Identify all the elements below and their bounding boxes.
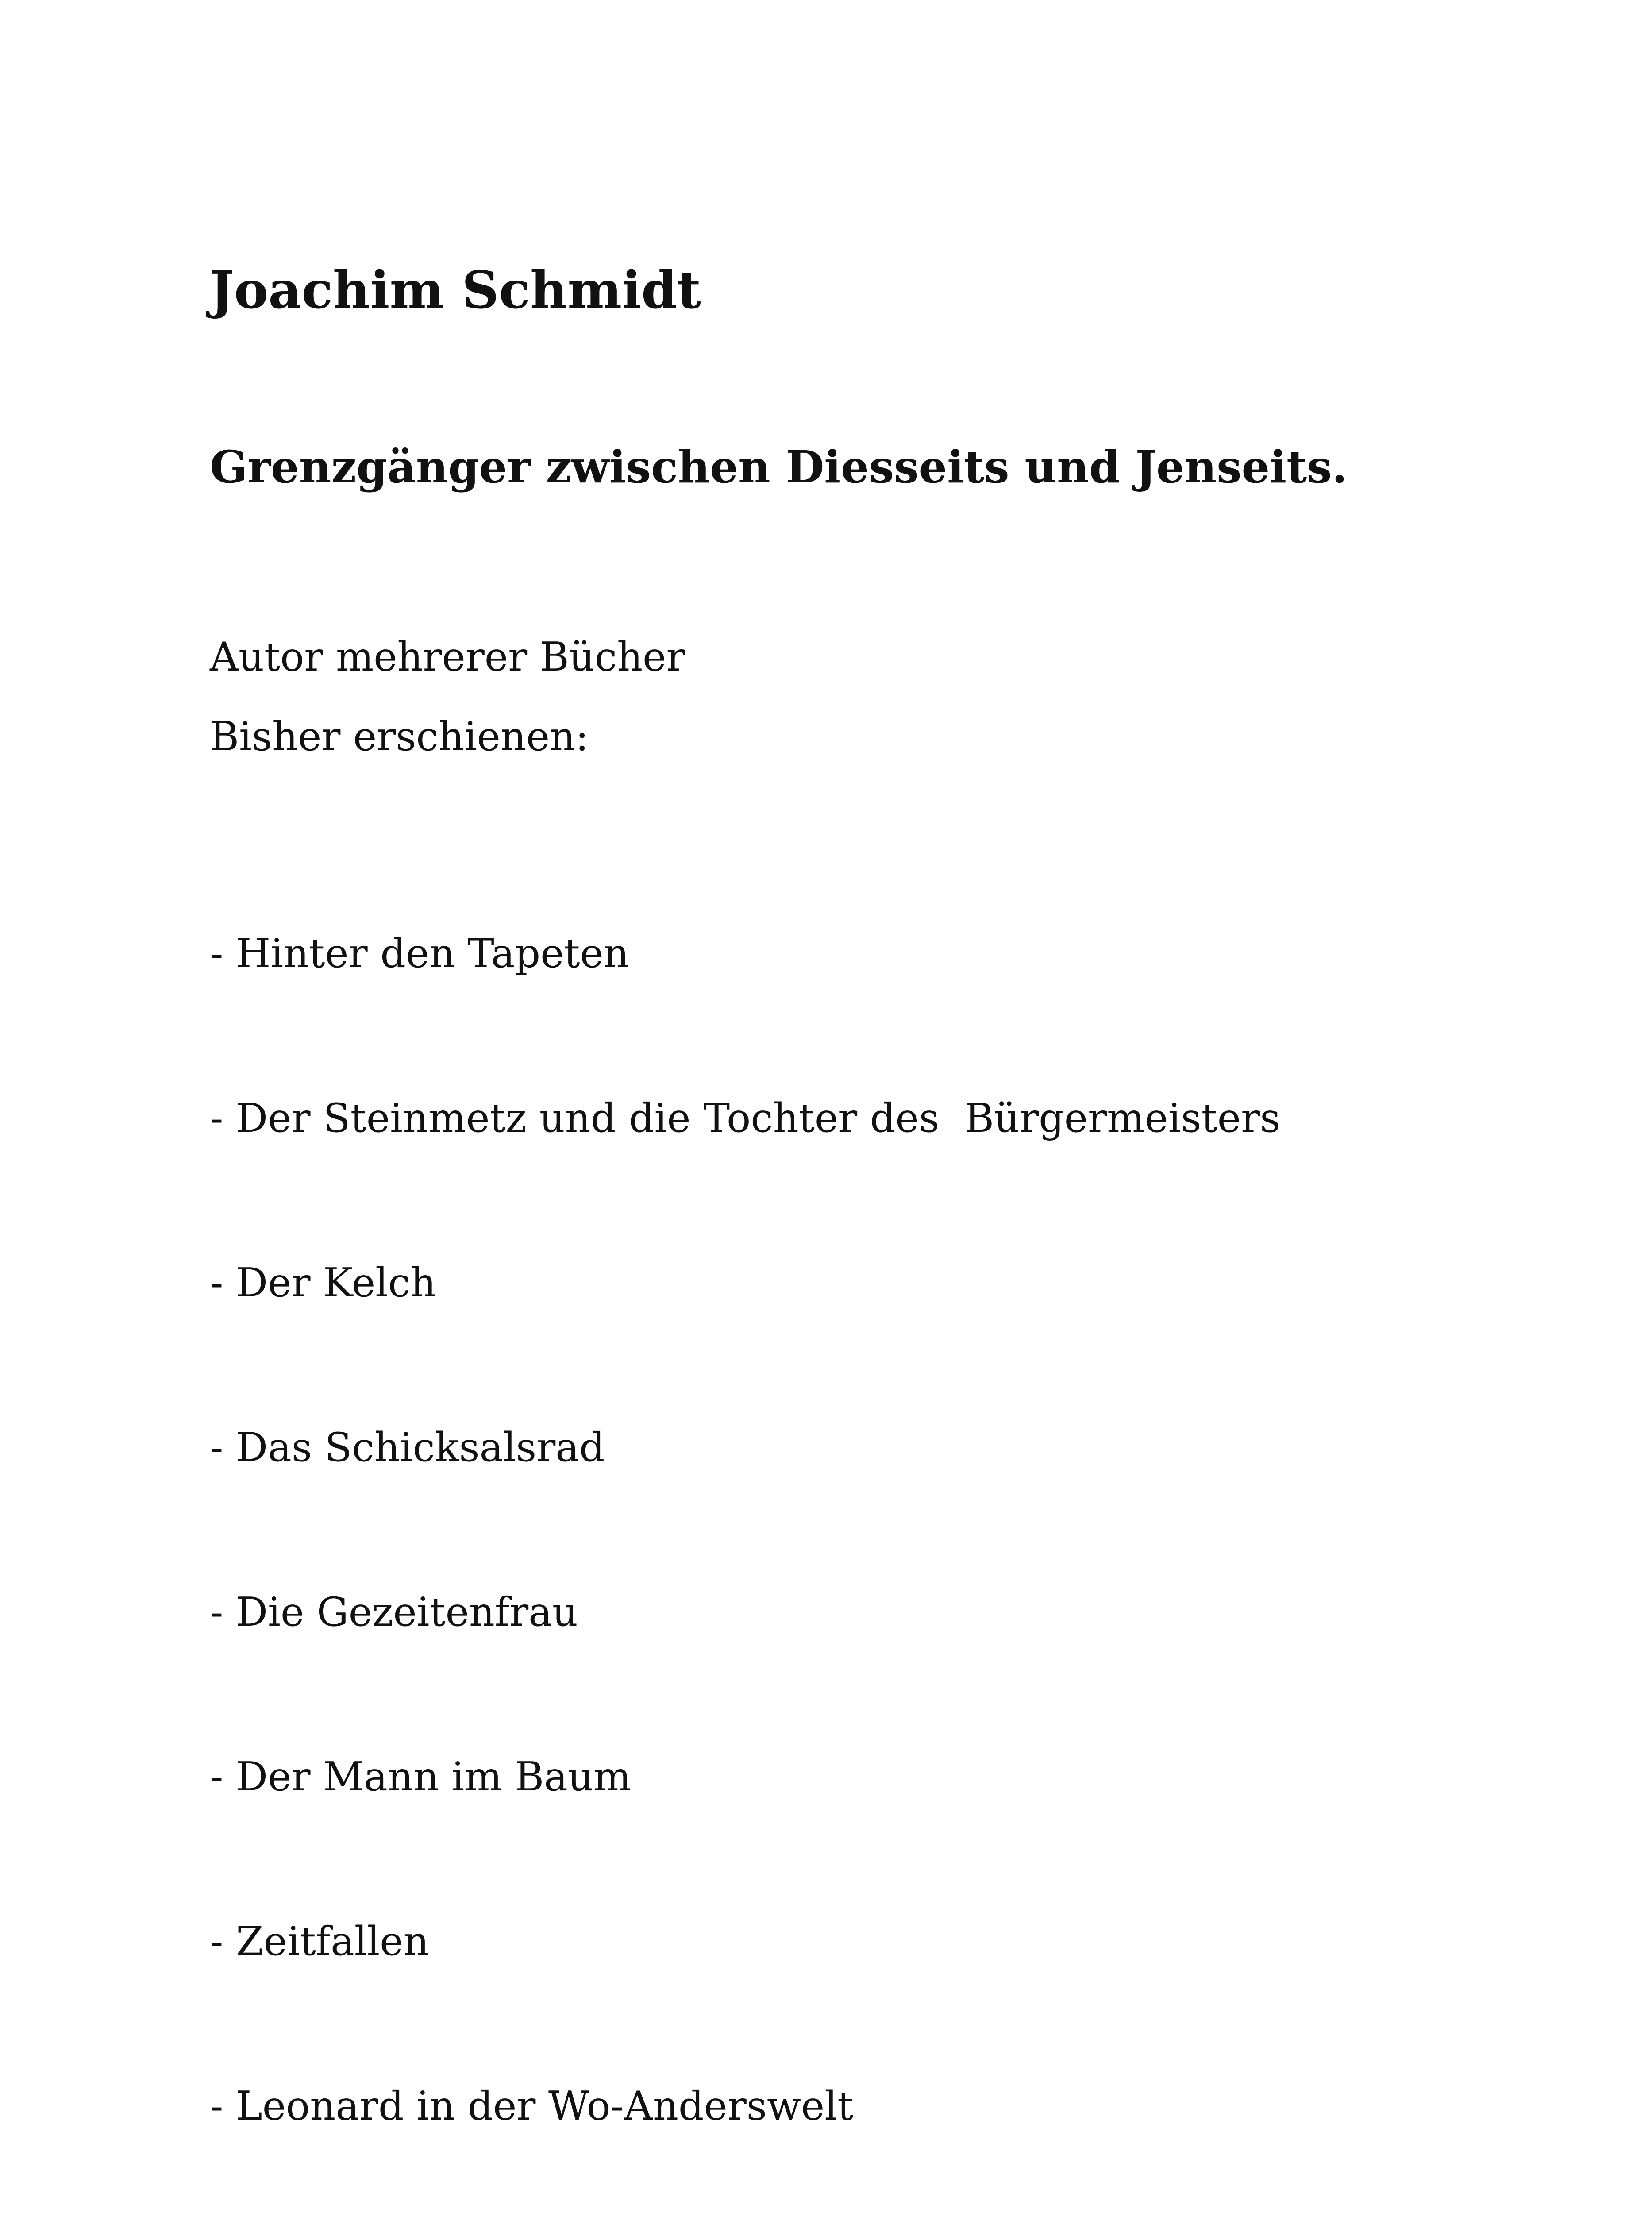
author-info: [210, 617, 685, 777]
author-name: Joachim Schmidt: [210, 260, 701, 320]
book-title: Grenzgänger zwischen Diesseits und Jenseits.: [210, 441, 1348, 493]
book-list-item: - Leonard in der Wo-Anderswelt: [210, 2083, 854, 2129]
published-heading: Bisher erschienen:: [210, 713, 589, 760]
book-list-item: - Der Steinmetz und die Tochter des Bürgermeisters: [210, 1095, 1281, 1141]
book-list-item: - Der Kelch: [210, 1260, 436, 1306]
book-list-item: - Die Gezeitenfrau: [210, 1589, 578, 1635]
book-list-item: - Hinter den Tapeten: [210, 930, 629, 977]
book-list: [210, 817, 1280, 2213]
book-list-item: - Das Schicksalsrad: [210, 1424, 605, 1471]
author-description: Autor mehrerer Bücher: [210, 634, 685, 680]
book-list-item: - Der Mann im Baum: [210, 1754, 632, 1800]
book-list-item: - Zeitfallen: [210, 1918, 429, 1965]
